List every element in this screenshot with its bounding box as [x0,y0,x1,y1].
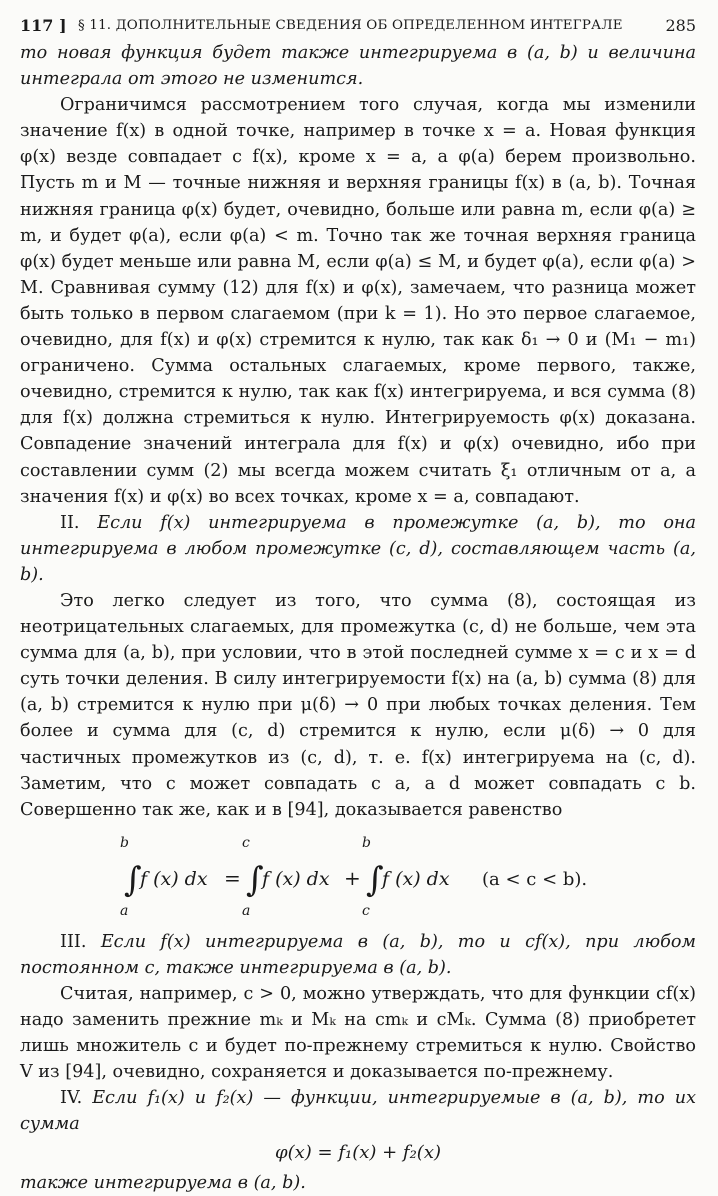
property-label-4: IV. [60,1088,83,1109]
integrand-1: f (x) dx [140,867,208,890]
limit-upper-1: b [120,834,129,851]
limit-lower-2: a [242,902,251,919]
integral-sign-2: ∫ [246,859,264,900]
equals-sign: = [224,865,241,890]
property-label-3: III. [60,931,87,952]
integrand-3: f (x) dx [382,867,450,890]
property-text-2: Если f(x) интегрируема в промежутке (a, b), то она интегрируема в любом промежутке (c, d), составляющем часть (a, b). [20,512,697,585]
body-text [20,40,696,1196]
paragraph-property-3 [20,929,696,981]
formula-condition: (a < c < b). [482,868,588,890]
paragraph-proof-1: Ограничимся рассмотрением того случая, когда мы изменили значение f(x) в одной точке, например в точке x = a. Новая функция φ(x) везде совпадает с f(x), кроме x = a, а φ(a) берем произвольно. Пусть m и M — точные нижняя и верхняя границы f(x) в (a, b). Точная нижняя граница φ(x) будет, очевидно, больше или равна m, если φ(a) ≥ m, и будет φ(a), если φ(a) < m. Точно так же точная верхняя граница φ(x) будет меньше или равна M, если φ(a) ≤ M, и будет φ(a), если φ(a) > M. Сравнивая сумму (12) для f(x) и φ(x), замечаем, что разница может быть только в первом слагаемом (при k = 1). Но это первое слагаемое, очевидно, для f(x) и φ(x) стремится к нулю, так как δ₁ → 0 и (M₁ − m₁) ограничено. Сумма остальных слагаемых, кроме первого, также, очевидно, стремится к нулю, так как f(x) интегрируема, и вся сумма (8) для f(x) должна стремиться к нулю. Интегрируемость φ(x) доказана. Совпадение значений интеграла для f(x) и φ(x) очевидно, ибо при составлении сумм (2) мы всегда можем считать ξ₁ отличным от a, а значения f(x) и φ(x) во всех точках, кроме x = a, совпадают. [20,95,696,507]
paragraph-property-2 [20,510,696,588]
limit-lower-1: a [120,902,129,919]
limit-upper-2: c [242,834,250,851]
formula-svg [118,833,598,921]
paragraph-proof-3: Считая, например, c > 0, можно утверждать, что для функции cf(x) надо заменить прежние mₖ и Mₖ на cmₖ и cMₖ. Сумма (8) приобретет лишь множитель c и будет по-прежнему стремиться к нулю. Свойство V из [94], очевидно, сохраняется и доказывается по-прежнему. [20,984,696,1083]
integral-sign-1: ∫ [124,859,142,900]
section-number: 117 ] [20,16,67,35]
integral-additivity-formula [20,833,696,921]
plus-sign: + [344,865,361,890]
property-text-3: Если f(x) интегрируема в (a, b), то и cf(x), при любом постоянном c, также интегрируема в (a, b). [20,931,696,978]
paragraph-property-4 [20,1085,696,1137]
limit-lower-3: c [362,902,370,919]
page-number: 285 [665,16,696,35]
property-text-4: Если f₁(x) и f₂(x) — функции, интегрируемые в (a, b), то их сумма [20,1088,696,1135]
paragraph-proof-2: Это легко следует из того, что сумма (8), состоящая из неотрицательных слагаемых, для промежутка (c, d) не больше, чем эта сумма для (a, b), при условии, что в этой последней сумме x = c и x = d суть точки деления. В силу интегрируемости f(x) на (a, b) сумма (8) для (a, b) стремится к нулю при μ(δ) → 0 при любых точках деления. Тем более и сумма для (c, d) стремится к нулю, если μ(δ) → 0 для частичных промежутков из (c, d), т. е. f(x) интегрируема на (c, d). Заметим, что c может совпадать с a, а d может совпадать с b. Совершенно так же, как и в [94], доказывается равенство [20,590,696,820]
header-title: § 11. ДОПОЛНИТЕЛЬНЫЕ СВЕДЕНИЯ ОБ ОПРЕДЕЛЕННОМ ИНТЕГРАЛЕ [78,18,623,33]
paragraph-property-4-end: также интегрируема в (a, b). [20,1172,306,1193]
running-header [20,10,696,40]
limit-upper-3: b [362,834,371,851]
integrand-2: f (x) dx [262,867,330,890]
property-label-2: II. [60,512,80,533]
sum-formula: φ(x) = f₁(x) + f₂(x) [275,1141,441,1163]
integral-sign-3: ∫ [366,859,384,900]
paragraph-theorem-end: то новая функция будет также интегрируема в (a, b) и величина интеграла от этого не изменится. [20,43,696,90]
